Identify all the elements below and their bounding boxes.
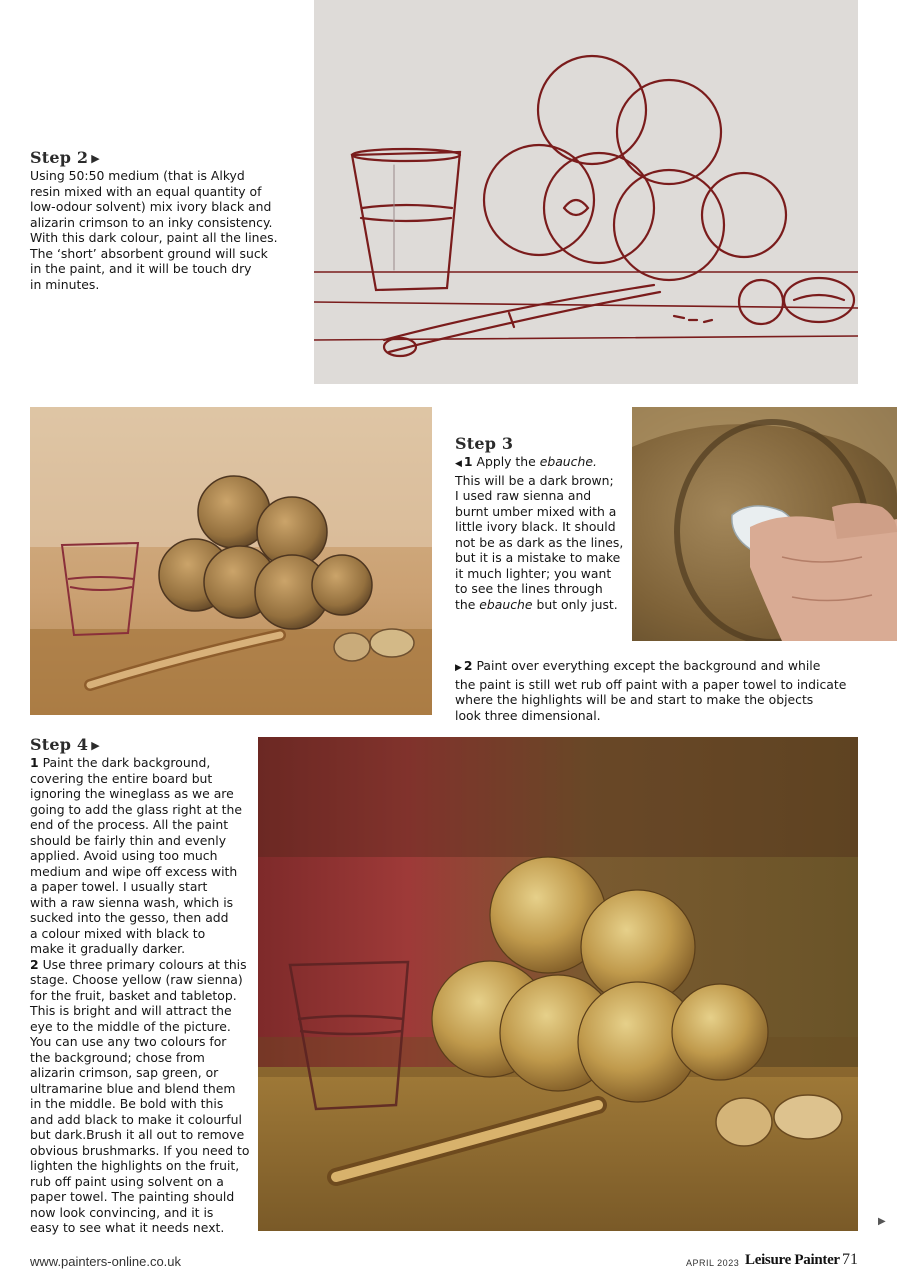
step3-part2-line: look three dimensional. xyxy=(455,707,601,723)
footer-website-url[interactable]: www.painters-online.co.uk xyxy=(30,1254,182,1269)
step2-line: in minutes. xyxy=(30,276,100,292)
step2-section xyxy=(30,148,300,292)
step4-line: now look convincing, and it is xyxy=(30,1204,214,1220)
step-arrow-icon: ▶ xyxy=(91,152,100,165)
step4-line: covering the entire board but xyxy=(30,770,213,786)
step3-line: little ivory black. It should xyxy=(455,519,616,534)
line-drawing-illustration xyxy=(314,0,858,384)
step4-line: rub off paint using solvent on a xyxy=(30,1173,224,1189)
step3-part2-line: where the highlights will be and start to make the objects xyxy=(455,692,814,707)
step2-body xyxy=(30,168,300,292)
step3-ebauche-photo xyxy=(30,407,432,715)
dark-background-painting xyxy=(258,737,858,1231)
step4-line: end of the process. All the paint xyxy=(30,817,229,832)
ebauche-painting xyxy=(30,407,432,715)
step-arrow-icon: ▶ xyxy=(91,739,100,752)
step4-section xyxy=(30,735,258,1236)
step3-line: I used raw sienna and xyxy=(455,488,592,503)
step3-line: This will be a dark brown; xyxy=(455,472,614,488)
step4-line: in the middle. Be bold with this xyxy=(30,1096,224,1111)
step4-line: This is bright and will attract the xyxy=(30,1003,232,1018)
step4-line: applied. Avoid using too much xyxy=(30,848,218,863)
right-triangle-icon: ▶ xyxy=(455,663,462,673)
step3-section xyxy=(455,434,627,612)
step2-line: With this dark colour, paint all the lines. xyxy=(30,230,278,245)
next-page-arrow-icon[interactable]: ▶ xyxy=(878,1216,886,1227)
step4-line: easy to see what it needs next. xyxy=(30,1220,225,1235)
footer-magazine-name: Leisure Painter xyxy=(745,1252,840,1268)
step2-line: The ‘short’ absorbent ground will suck xyxy=(30,245,268,261)
step3-line: not be as dark as the lines, xyxy=(455,534,624,550)
step4-line: obvious brushmarks. If you need to xyxy=(30,1142,250,1158)
step3-line: it much lighter; you want xyxy=(455,565,612,581)
step4-line: should be fairly thin and evenly xyxy=(30,832,227,848)
step2-line: alizarin crimson to an inky consistency. xyxy=(30,214,273,230)
step4-line: for the fruit, basket and tabletop. xyxy=(30,987,237,1003)
step3-line: but it is a mistake to make xyxy=(455,550,621,565)
step3-part2-body: ▶ 2 Paint over everything except the background and while the paint is still wet rub off paint with a paper towel to indicate where the highlights will be and start to make the objects look three dimensional. xyxy=(455,658,855,723)
step4-line: going to add the glass right at the xyxy=(30,801,242,817)
step3-line: to see the lines through xyxy=(455,581,603,596)
step4-line: but dark.Brush it all out to remove xyxy=(30,1127,245,1142)
step2-line: resin mixed with an equal quantity of xyxy=(30,183,262,199)
step2-line: low-odour solvent) mix ivory black and xyxy=(30,199,272,214)
step3-part2-line: the paint is still wet rub off paint with a paper towel to indicate xyxy=(455,676,847,692)
step4-line: You can use any two colours for xyxy=(30,1034,227,1049)
step4-title: Step 4 ▶ xyxy=(30,735,100,754)
footer-page-number: 71 xyxy=(842,1251,858,1268)
step3-line: burnt umber mixed with a xyxy=(455,503,617,519)
step4-line: lighten the highlights on the fruit, xyxy=(30,1158,240,1173)
step4-painting-photo xyxy=(258,737,858,1231)
step4-line: ignoring the wineglass as we are xyxy=(30,786,234,801)
step3-part1-body: ◀ 1 Apply the ebauche. This will be a dark brown; I used raw sienna and burnt umber mixed with a little ivory black. It should not be as dark as the lines, but it is a mistake to make it much lighter; you want to see the lines through the ebauche but only just. xyxy=(455,454,627,612)
footer-issue-date: APRIL 2023 xyxy=(686,1258,740,1268)
step4-body: 1 Paint the dark background, covering the entire board but ignoring the wineglass as we are going to add the glass right at the end of the process. All the paint should be fairly thin and evenly applied. Avoid using too much medium and wipe off excess with a paper towel. I usually start with a raw sienna wash, which is sucked into the gesso, then add a colour mixed with black to make it gradually darker. 2 Use three primary colours at this stage. Choose yellow (raw sienna) for the fruit, basket and tabletop. This is bright and will attract the eye to the middle of the picture. You can use any two colours for the background; chose from alizarin crimson, sap green, or ultramarine blue and blend them in the middle. Be bold with this and add black to make it colourful but dark.Brush it all out to remove obvious brushmarks. If you need to lighten the highlights on the fruit, rub off paint using solvent on a paper towel. The painting should now look convincing, and it is easy to see what it needs next. xyxy=(30,755,258,1236)
step4-line: make it gradually darker. xyxy=(30,941,186,956)
step4-line: medium and wipe off excess with xyxy=(30,863,238,879)
step4-line: and add black to make it colourful xyxy=(30,1111,242,1127)
step4-line: paper towel. The painting should xyxy=(30,1189,235,1204)
step4-line: alizarin crimson, sap green, or xyxy=(30,1065,219,1080)
left-triangle-icon: ◀ xyxy=(455,459,462,469)
paper-towel-rubbing-photo xyxy=(632,407,897,641)
step2-line-drawing-photo xyxy=(314,0,858,384)
step4-line: with a raw sienna wash, which is xyxy=(30,894,234,910)
step3-title: Step 3 xyxy=(455,434,514,453)
step2-line: in the paint, and it will be touch dry xyxy=(30,261,252,276)
step4-line: ultramarine blue and blend them xyxy=(30,1080,236,1096)
step4-line: a colour mixed with black to xyxy=(30,925,206,941)
step2-line: Using 50:50 medium (that is Alkyd xyxy=(30,168,245,183)
step2-title: Step 2 ▶ xyxy=(30,148,100,167)
step3-paper-towel-photo xyxy=(632,407,897,641)
step4-line: a paper towel. I usually start xyxy=(30,879,208,894)
step4-line: sucked into the gesso, then add xyxy=(30,910,229,925)
step4-line: stage. Choose yellow (raw sienna) xyxy=(30,972,243,987)
step4-line: the background; chose from xyxy=(30,1049,205,1065)
step4-line: eye to the middle of the picture. xyxy=(30,1018,231,1034)
